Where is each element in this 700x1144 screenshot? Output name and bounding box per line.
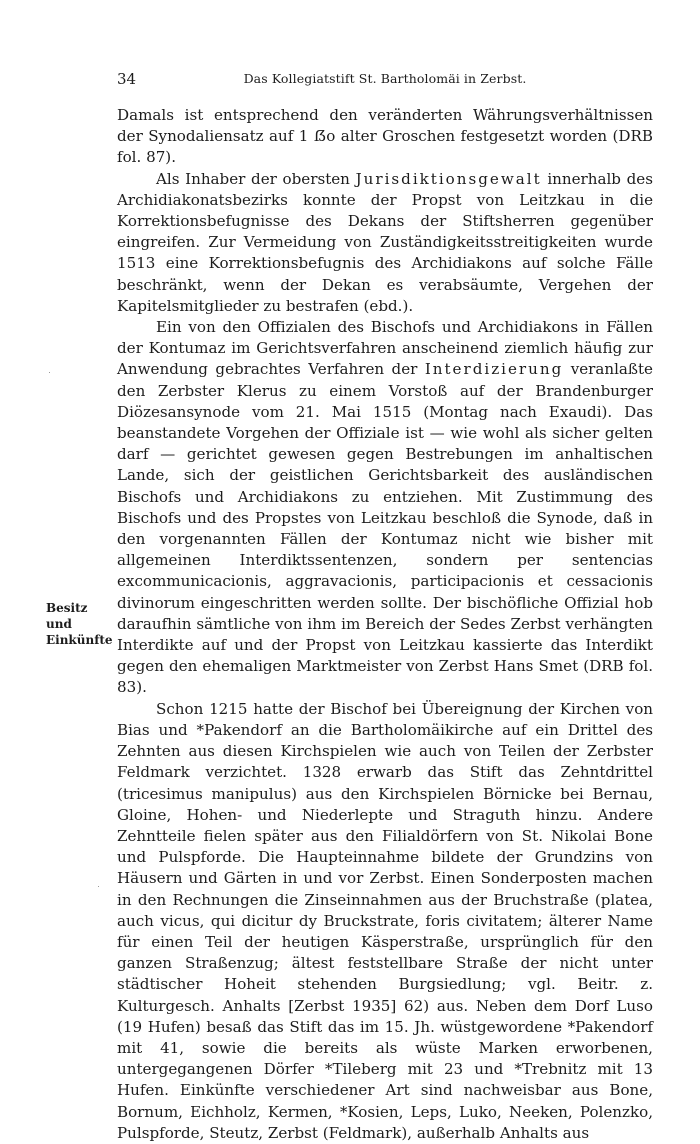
paragraph-2-start: Als Inhaber der obersten bbox=[156, 169, 356, 188]
margin-speck bbox=[98, 886, 99, 887]
page-number: 34 bbox=[117, 70, 137, 88]
margin-speck bbox=[49, 372, 50, 373]
body-text bbox=[117, 105, 653, 1144]
margin-note bbox=[46, 600, 114, 648]
paragraph-3-rest: veranlaßte den Zerbster Klerus zu einem Vorstoß auf der Brandenburger Diözesansynode vom 21. Mai 1515 (Montag nach Exaudi). Das beanstandete Vorgehen der Offiziale ist — wie wohl als sicher gelten darf — gerichtet gewesen gegen Bestrebungen im anhaltischen Lande, sich der geistlichen Gerichtsbarkeit des ausländischen Bischofs und Archidiakons zu entziehen. Mit Zustimmung des Bischofs und des Propstes von Leitzkau beschloß die Synode, daß in den vorgenannten Fällen der Kontumaz nicht wie bisher mit allgemeinen Interdiktssentenzen, sondern per sentencias excommunicacionis, aggravacionis, participacionis et cessacionis divinorum eingeschritten werden sollte. Der bischöfliche Offizial hob daraufhin sämtliche von ihm im Bereich der Sedes Zerbst verhängten Interdikte auf und der Propst von Leitzkau kassierte das Interdikt gegen den ehemaligen Marktmeister von Zerbst Hans Smet (DRB fol. 83). bbox=[117, 360, 653, 697]
paragraph-2-rest: innerhalb des Archidiakonatsbezirks konnte der Propst von Leitzkau in die Korrektionsbefugnisse des Dekans der Stiftsherren gegenüber eingreifen. Zur Vermeidung von Zuständigkeitsstreitigkeiten wurde 1513 eine Korrektionsbefugnis des Archidiakons auf solche Fälle beschränkt, wenn der Dekan es verabsäumte, Vergehen der Kapitelsmitglieder zu bestrafen (ebd.). bbox=[117, 169, 653, 315]
paragraph-3-start: Ein von den Offizialen des Bischofs und Archidiakons in Fällen der Kontumaz im Gerichtsverfahren anscheinend ziemlich häufig zur Anwendung gebrachtes Verfahren der bbox=[117, 318, 653, 379]
margin-note-line: Einkünfte bbox=[46, 633, 113, 647]
margin-note-line: Besitz und bbox=[46, 601, 88, 631]
paragraph-4: Schon 1215 hatte der Bischof bei Übereignung der Kirchen von Bias und *Pakendorf an die Bartholomäikirche auf ein Drittel des Zehnten aus diesen Kirchspielen wie auch von Teilen der Zerbster Feldmark verzichtet. 1328 erwarb das Stift das Zehntdrittel (tricesimus manipulus) aus den Kirchspielen Börnicke bei Bernau, Gloine, Hohen- und Niederlepte und Straguth hinzu. Andere Zehntteile fielen später aus den Filialdörfern von St. Nikolai Bone und Pulspforde. Die Haupteinnahme bildete der Grundzins von Häusern und Gärten in und vor Zerbst. Einen Sonderposten machen in den Rechnungen die Zinseinnahmen aus der Bruchstraße (platea, auch vicus, qui dicitur dy Bruckstrate, foris civitatem; älterer Name für einen Teil der heutigen Käsperstraße, ursprünglich für den ganzen Straßenzug; ältest feststellbare Straße der nicht unter städtischer Hoheit stehenden Burgsiedlung; vgl. Beitr. z. Kulturgesch. Anhalts [Zerbst 1935] 62) aus. Neben dem Dorf Luso (19 Hufen) besaß das Stift das im 15. Jh. wüstgewordene *Pakendorf mit 41, sowie die bereits als wüste Marken erworbenen, untergegangenen Dörfer *Tileberg mit 23 und *Trebnitz mit 13 Hufen. Einkünfte verschiedener Art sind nachweisbar aus Bone, Bornum, Eichholz, Kermen, *Kosien, Leps, Luko, Neeken, Polenzko, Pulspforde, Steutz, Zerbst (Feldmark), außerhalb Anhalts aus bbox=[117, 699, 653, 1142]
paragraph-1: Damals ist entsprechend den veränderten Währungsverhältnissen der Synodaliensatz auf 1 ẞo alter Groschen festgesetzt worden (DRB fol. 87). bbox=[117, 106, 653, 167]
spaced-term-jurisdiktionsgewalt: Jurisdiktionsgewalt bbox=[355, 169, 542, 188]
spaced-term-interdizierung: Interdizierung bbox=[424, 360, 564, 379]
running-title: Das Kollegiatstift St. Bartholomäi in Zerbst. bbox=[243, 71, 527, 86]
paragraph-3 bbox=[117, 317, 653, 699]
running-header bbox=[117, 70, 653, 92]
paragraph-2 bbox=[117, 169, 653, 317]
